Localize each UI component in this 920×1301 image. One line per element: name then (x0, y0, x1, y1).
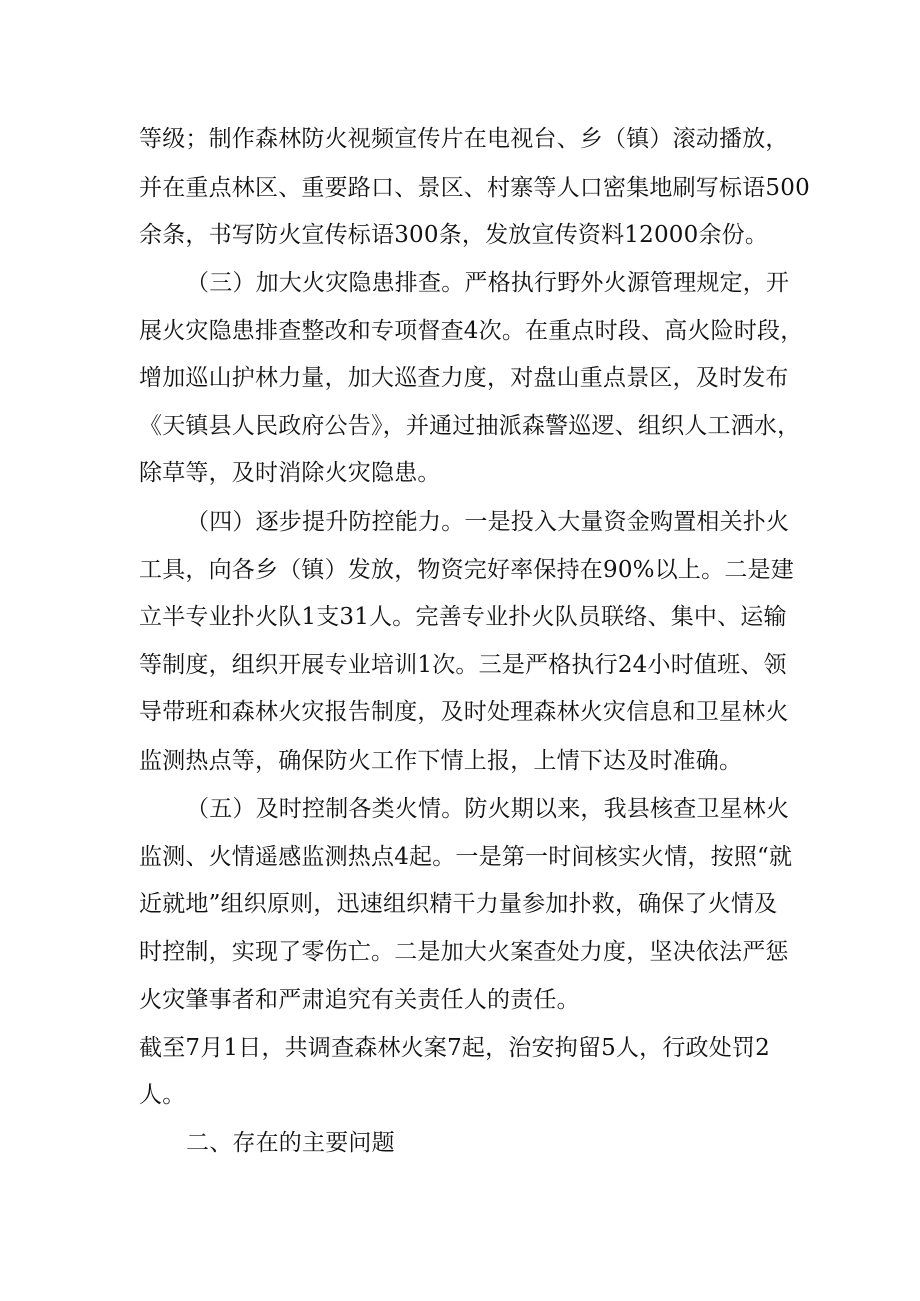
text-line: 近就地”组织原则，迅速组织精干力量参加扑救，确保了火情及 (139, 891, 778, 917)
text-line: 截至7月1日，共调查森林火案7起，治安拘留5人，行政处罚2 (139, 1035, 770, 1061)
text-line: 并在重点林区、重要路口、景区、村寨等人口密集地刷写标语500 (139, 175, 810, 201)
text-line: 增加巡山护林力量，加大巡查力度，对盘山重点景区，及时发布 (139, 365, 789, 391)
text-line: 导带班和森林火灾报告制度，及时处理森林火灾信息和卫星林火 (139, 699, 789, 725)
text-line: 时控制，实现了零伤亡。二是加大火案查处力度，坚决依法严惩 (139, 939, 789, 965)
text-line: （四）逐步提升防控能力。一是投入大量资金购置相关扑火 (186, 509, 790, 535)
text-line: 展火灾隐患排查整改和专项督查4次。在重点时段、高火险时段， (139, 318, 804, 344)
text-line: 工具，向各乡（镇）发放，物资完好率保持在90%以上。二是建 (139, 557, 794, 583)
text-line: （五）及时控制各类火情。防火期以来，我县核查卫星林火 (186, 796, 790, 822)
text-line: 监测、火情遥感监测热点4起。一是第一时间核实火情，按照“就 (139, 844, 793, 870)
section-heading-text: 二、存在的主要问题 (186, 1130, 395, 1156)
text-line: 《天镇县人民政府公告》，并通过抽派森警巡逻、组织人工洒水， (139, 413, 801, 439)
text-line: 人。 (139, 1082, 186, 1108)
text-line: 除草等，及时消除火灾隐患。 (139, 460, 441, 486)
text-line: 等级；制作森林防火视频宣传片在电视台、乡（镇）滚动播放， (139, 126, 789, 152)
text-line: 火灾肇事者和严肃追究有关责任人的责任。 (139, 987, 580, 1013)
text-line: 监测热点等，确保防火工作下情上报，上情下达及时准确。 (139, 748, 743, 774)
text-line: 立半专业扑火队1支31人。完善专业扑火队员联络、集中、运输 (139, 604, 787, 630)
text-line: 余条，书写防火宣传标语300条，发放宣传资料12000余份。 (139, 222, 769, 248)
text-line: 等制度，组织开展专业培训1次。三是严格执行24小时值班、领 (139, 652, 787, 678)
text-line: （三）加大火灾隐患排查。严格执行野外火源管理规定，开 (186, 270, 790, 296)
